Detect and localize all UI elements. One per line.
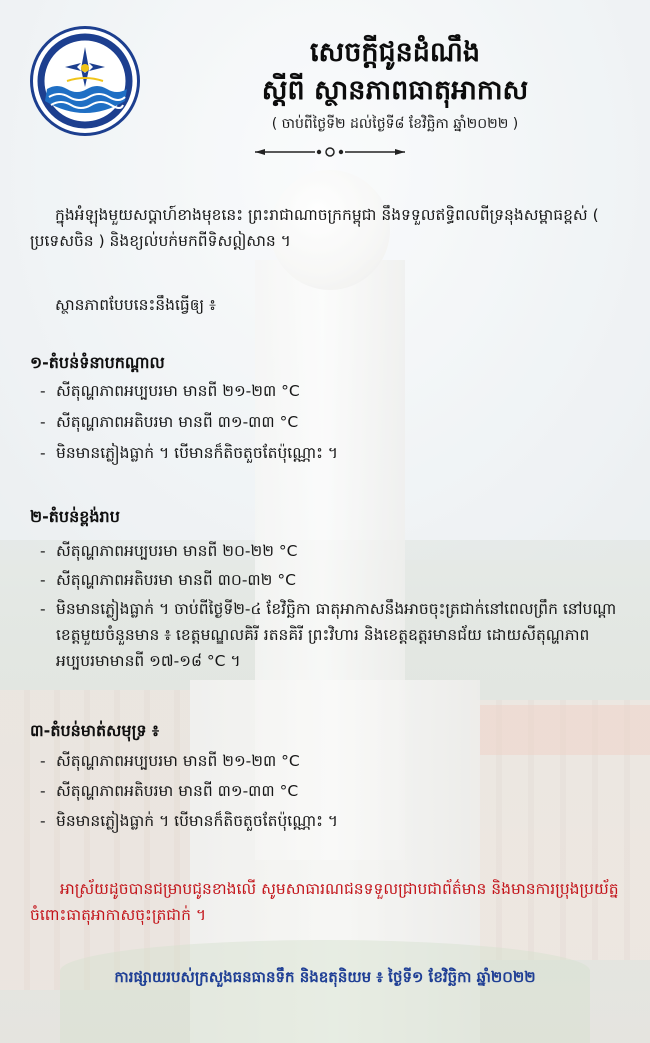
list-item: - សីតុណ្ហភាពអប្បបរមា មានពី ២០-២២ °C xyxy=(40,542,298,560)
section-heading: ៣-តំបន់មាត់សមុទ្រ ៖ xyxy=(30,721,160,740)
closing-notice: អាស្រ័យដូចបានជម្រាបជូនខាងលើ សូមសាធារណជនទទួលជ្រាបជាព័ត៌មាន និងមានការប្រុងប្រយ័ត្ន ចំពោះធាតុអាកាសចុះត្រជាក់ ។ xyxy=(30,880,619,924)
list-item: - សីតុណ្ហភាពអតិបរមា មានពី ៣១-៣៣ °C xyxy=(40,782,299,800)
list-item: - មិនមានភ្លៀងធ្លាក់ ។ បើមានក៏តិចតួចតែប៉ុណ្ណោះ ។ xyxy=(40,444,339,462)
date-range: ( ចាប់ពីថ្ងៃទី២ ដល់ថ្ងៃទី៨ ខែវិច្ឆិកា ឆ្នាំ២០២២ ) xyxy=(271,116,519,132)
lead-text: ស្ថានភាពបែបនេះនឹងធ្វើឲ្យ ៖ xyxy=(55,296,216,314)
ornament-divider-icon xyxy=(255,146,405,158)
list-item: - មិនមានភ្លៀងធ្លាក់ ។ បើមានក៏តិចតួចតែប៉ុណ្ណោះ ។ xyxy=(40,812,339,830)
list-item: - សីតុណ្ហភាពអតិបរមា មានពី ៣១-៣៣ °C xyxy=(40,413,299,431)
publisher-footer: ការផ្សាយរបស់ក្រសួងធនធានទឹក និងឧតុនិយម ៖ ថ្ងៃទី១ ខែវិច្ឆិកា ឆ្នាំ២០២២ xyxy=(114,968,536,986)
intro-paragraph: ក្នុងអំឡុងមួយសប្តាហ៍ខាងមុខនេះ ព្រះរាជាណាចក្រកម្ពុជា នឹងទទួលឥទ្ធិពលពីទ្រនុងសម្ពាធខ្ពស់ ( ប្រទេសចិន ) និងខ្យល់បក់មកពីទិសឦសាន ។ xyxy=(30,206,599,250)
section-heading: ១-តំបន់ទំនាបកណ្តាល xyxy=(30,353,165,372)
list-item: - មិនមានភ្លៀងធ្លាក់ ។ ចាប់ពីថ្ងៃទី២-៤ ខែវិច្ឆិកា ធាតុអាកាសនឹងអាចចុះត្រជាក់នៅពេលព្រឹក នៅបណ្តាខេត្តមួយចំនួនមាន ៖ ខេត្តមណ្ឌលគិរី រតនគិរី ព្រះវិហារ និងខេត្តឧត្តរមានជ័យ ដោយសីតុណ្ហភាពអប្បបរមាមានពី ១៧-១៨ °C ។ xyxy=(40,600,617,670)
list-item: - សីតុណ្ហភាពអតិបរមា មានពី ៣០-៣២ °C xyxy=(40,571,296,589)
list-item: - សីតុណ្ហភាពអប្បបរមា មានពី ២១-២៣ °C xyxy=(40,382,300,400)
notice-subject: ស្តីពី ស្ថានភាពធាតុអាកាស xyxy=(261,75,529,106)
notice-title: សេចក្តីជូនដំណឹង xyxy=(309,37,481,68)
ministry-seal-icon xyxy=(30,26,140,136)
list-item: - សីតុណ្ហភាពអប្បបរមា មានពី ២១-២៣ °C xyxy=(40,752,300,770)
section-heading: ២-តំបន់ខ្ពង់រាប xyxy=(30,507,120,526)
